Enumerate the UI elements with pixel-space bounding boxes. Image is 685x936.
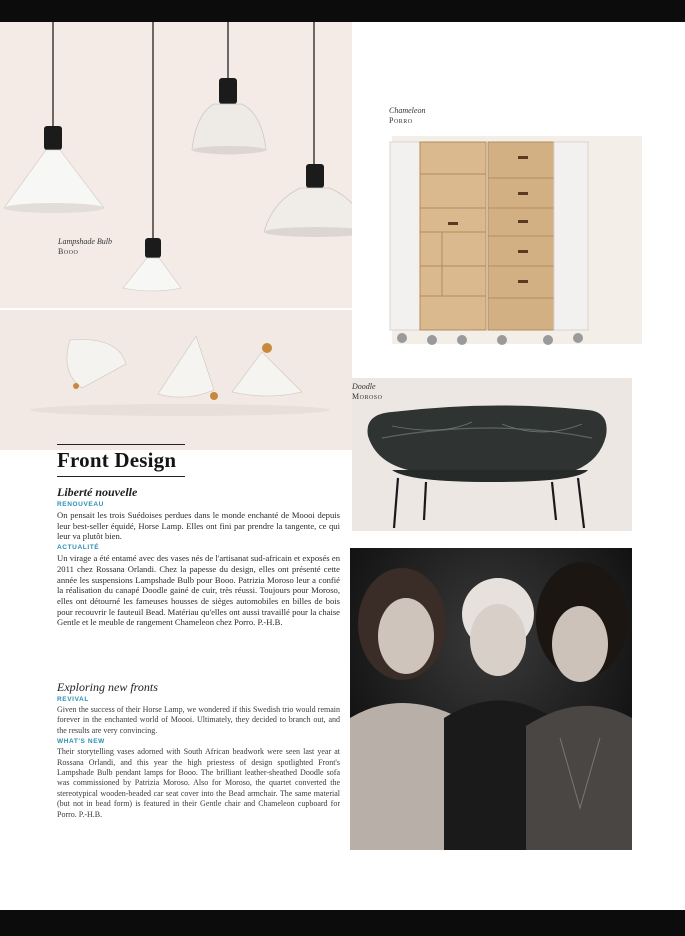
french-tag-actualite: ACTUALITÉ	[57, 544, 100, 552]
french-subhead: Liberté nouvelle	[57, 485, 138, 499]
chameleon-caption-brand: Porro	[389, 116, 413, 125]
lampshade-caption	[58, 237, 112, 257]
lampshade-caption-brand: Booo	[58, 247, 79, 256]
doodle-caption-title: Doodle	[352, 382, 376, 391]
french-tag-renouveau: RENOUVEAU	[57, 501, 104, 508]
heading-underline	[57, 476, 185, 477]
chameleon-cabinet-photo	[352, 22, 685, 377]
designers-portrait-photo	[350, 548, 632, 850]
english-paragraph-revival: Given the success of their Horse Lamp, we wondered if this Swedish trio would remain forever in the enchanted world of Moooi. Ultimately, they decided to branch out, and the results are very convincing.	[57, 705, 340, 735]
french-paragraph-renouveau: On pensait les trois Suédoises perdues dans le monde enchanté de Moooi depuis leur best-seller équidé, Horse Lamp. Elles ont fini par prendre la tangente, ce qui leur va plutôt bien.	[57, 510, 340, 542]
english-tag-whats-new: WHAT'S NEW	[57, 738, 105, 746]
lampshade-table-photo	[0, 310, 352, 450]
english-article	[57, 680, 340, 820]
french-article	[57, 485, 340, 628]
english-paragraph-whats-new: Their storytelling vases adorned with South African beadwork were seen last year at Rossana Orlandi, and this year the high priestess of design spotlighted Front's Lampshade Bulb pendant lamps for Booo. The brilliant leather-sheathed Doodle sofa was commissioned by Patrizia Moroso. Also for Moroso, the quartet converted the stereotypical wooden-beaded car seat cover into the Bead armchair. The same material (but not in bead form) is featured in their Gentle chair and Chameleon cupboard for Porro. P.-H.B.	[57, 747, 340, 819]
bottom-black-bar	[0, 910, 685, 936]
top-black-bar	[0, 0, 685, 22]
english-tag-revival: REVIVAL	[57, 696, 89, 703]
lampshade-caption-title: Lampshade Bulb	[58, 237, 112, 246]
article-heading: Front Design	[57, 448, 177, 472]
chameleon-caption-title: Chameleon	[389, 106, 426, 115]
doodle-sofa-photo	[352, 378, 632, 531]
french-paragraph-actualite: Un virage a été entamé avec des vases nés de l'artisanat sud-africain et exposés en 2011 chez Rossana Orlandi. Chez la papesse du design, elles ont présenté cette année les suspensions Lampshade Bulb pour Booo. Patrizia Moroso leur a confié la réalisation du canapé Doodle gainé de cuir, très réussi. Toujours pour Moroso, elles ont détourné les fameuses housses de sièges automobiles en billes de bois pour recouvrir le fauteuil Bead. Matériau qu'elles ont aussi travaillé pour la chaise Gentle et le meuble de rangement Chameleon chez Porro. P.-H.B.	[57, 553, 340, 628]
doodle-caption-brand: Moroso	[352, 392, 383, 401]
heading-top-rule	[57, 444, 185, 445]
english-subhead: Exploring new fronts	[57, 680, 158, 694]
